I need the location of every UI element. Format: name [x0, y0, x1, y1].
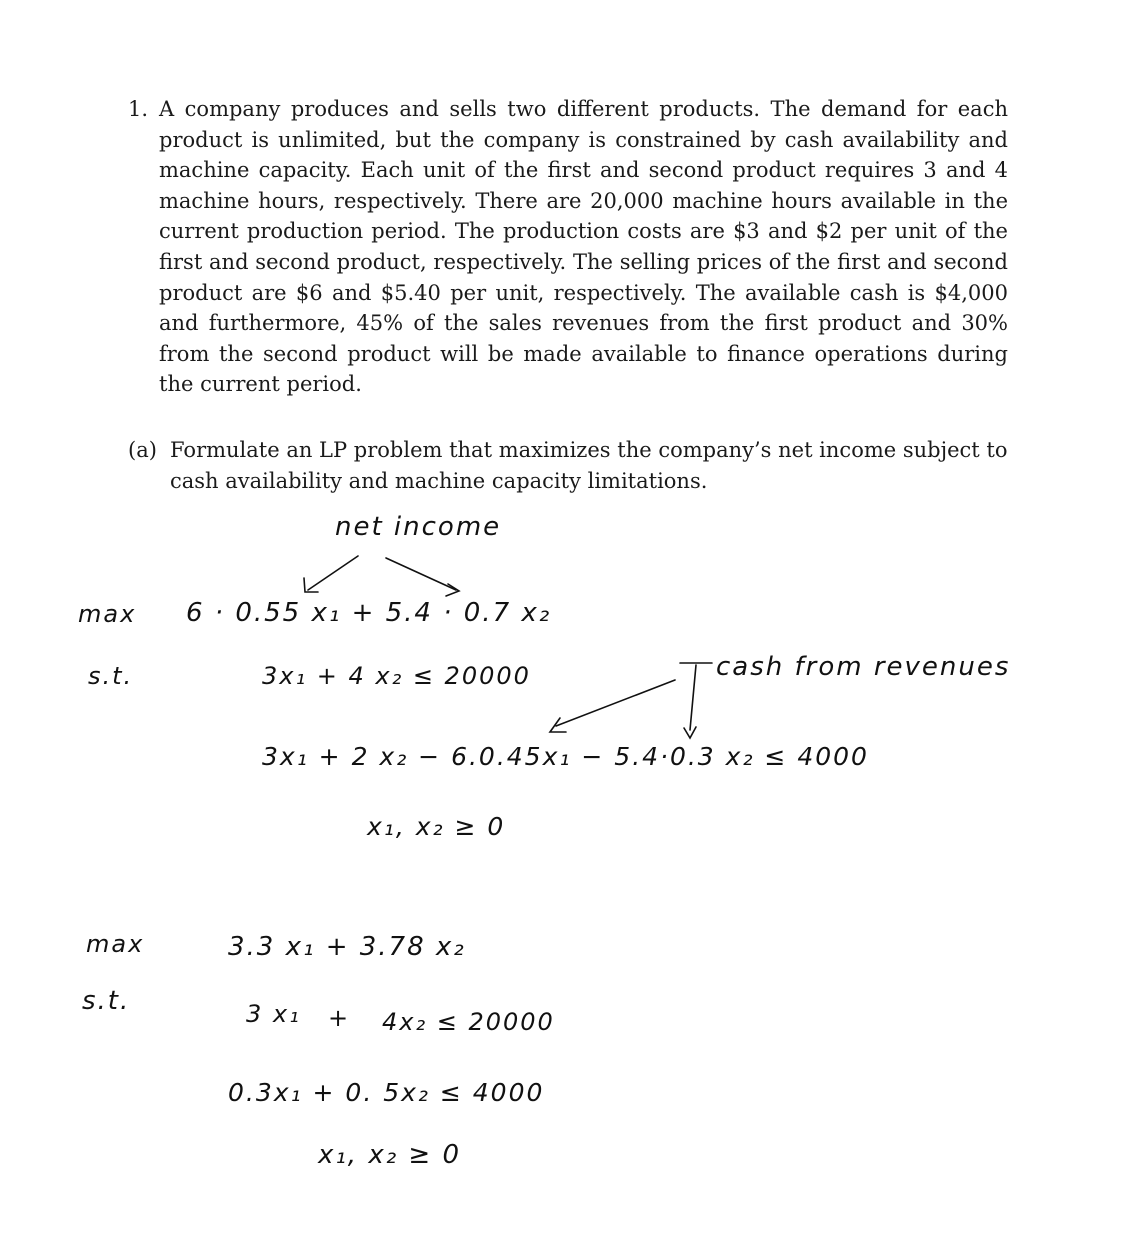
hw-constraint-3-left: 3 x₁: [246, 1000, 301, 1028]
arrow-left-stroke: [308, 556, 358, 590]
cash-pointer-stem: [690, 665, 696, 730]
arrow-right-stroke: [386, 558, 456, 590]
hw-objective-2: 3.3 x₁ + 3.78 x₂: [228, 932, 466, 962]
hw-nonneg-1: x₁, x₂ ≥ 0: [367, 812, 506, 841]
hw-constraint-2: 3x₁ + 2 x₂ − 6.0.45x₁ − 5.4·0.3 x₂ ≤ 4000: [262, 742, 869, 771]
part-a-text: Formulate an LP problem that maximizes the company’s net income subject to cash availability and machine capacity limitations.: [170, 438, 1008, 493]
hw-st-1: s.t.: [88, 662, 134, 690]
hw-constraint-3-plus: +: [328, 1004, 351, 1032]
hw-max-1: max: [78, 600, 137, 628]
hw-net-income: net income: [335, 512, 502, 542]
cash-pointer-diag: [556, 680, 675, 726]
hw-max-2: max: [86, 930, 145, 958]
hw-constraint-3-right: 4x₂ ≤ 20000: [382, 1008, 555, 1036]
part-a-label: (a): [128, 438, 157, 462]
hw-constraint-4: 0.3x₁ + 0. 5x₂ ≤ 4000: [228, 1078, 545, 1107]
hw-st-2: s.t.: [82, 986, 131, 1016]
hw-nonneg-2: x₁, x₂ ≥ 0: [318, 1140, 462, 1170]
hw-cash-note: cash from revenues: [716, 652, 1011, 682]
hw-objective-1: 6 · 0.55 x₁ + 5.4 · 0.7 x₂: [186, 598, 552, 628]
problem-text: A company produces and sells two different products. The demand for each product is unlimited, but the company is constrained by cash availability and machine capacity. Each unit of the first and second product requires 3 and 4 machine hours, respectively. There are 20,000 machine hours available in the current production period. The production costs are $3 and $2 per unit of the first and second product, respectively. The selling prices of the first and second product are $6 and $5.40 per unit, respectively. The available cash is $4,000 and furthermore, 45% of the sales revenues from the first product and 30% from the second product will be made available to finance operations during the current period.: [159, 97, 1008, 397]
hw-constraint-1: 3x₁ + 4 x₂ ≤ 20000: [262, 662, 531, 690]
problem-number: 1.: [128, 97, 149, 121]
